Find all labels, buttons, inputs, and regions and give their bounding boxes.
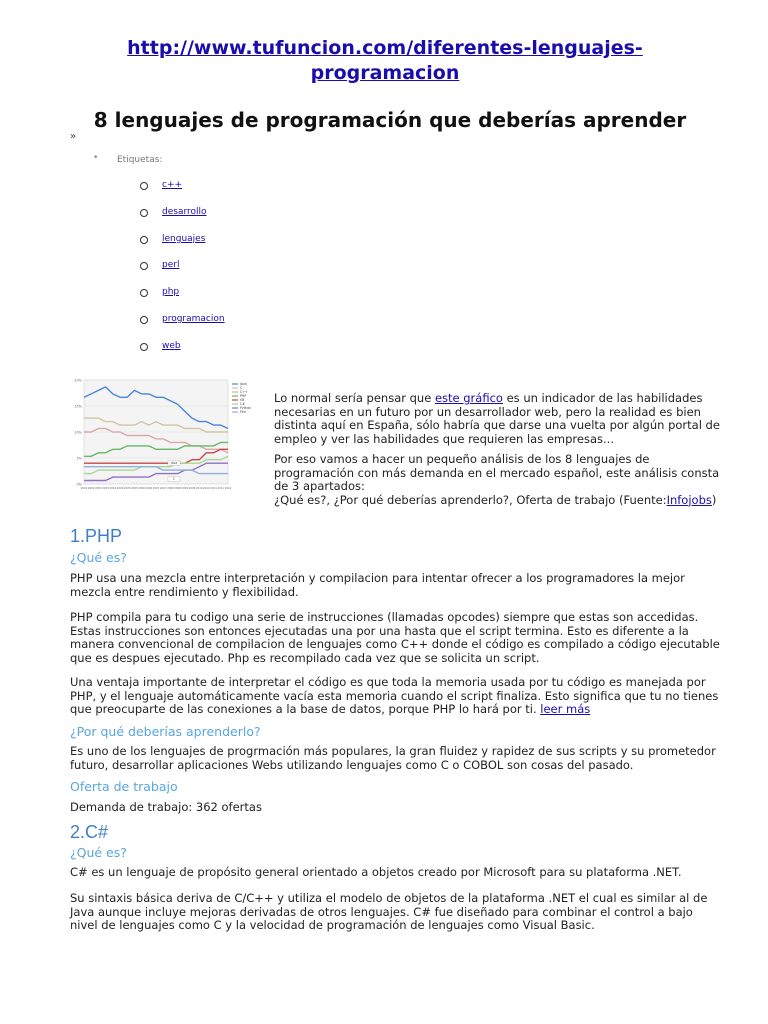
source-url[interactable]: http://www.tufuncion.com/diferentes-lenguajes-programacion	[127, 37, 643, 84]
chart-x-tick-label: 2007	[159, 487, 167, 490]
chart-x-tick-label: 2005	[123, 487, 131, 490]
csharp-what-p2: Su sintaxis básica deriva de C/C++ y utiliza el modelo de objetos de la plataforma .NET el cual es similar al de Java aunque incluye mejoras derivadas de otros lenguajes. C# fue diseñado para combinar el control a bajo nivel de lenguajes como C y la velocidad de programación de lenguajes como Visual Basic.	[70, 891, 708, 932]
chart-legend-label: VB	[240, 398, 245, 403]
intro-p2-text: Por eso vamos a hacer un pequeño análisis de los 8 lenguajes de programación con más demanda en el mercado español, este análisis consta de 3 apartados:	[274, 452, 720, 493]
language-trend-chart	[70, 376, 262, 494]
chart-x-tick-label: 2009	[181, 487, 189, 490]
chart-x-tick-label: 2009	[188, 487, 196, 490]
php-what-p3	[70, 676, 720, 717]
php-what-p1: PHP usa una mezcla entre interpretación y compilacion para intentar ofrecer a los programadores la mejor mezcla entre rendimiento y flexibilidad.	[70, 571, 685, 599]
circle-bullet-icon	[140, 182, 148, 190]
php-jobs-p: Demanda de trabajo: 362 ofertas	[70, 800, 262, 814]
chart-y-tick-label: 20%	[74, 378, 82, 383]
infojobs-link[interactable]: Infojobs	[666, 492, 712, 507]
chart-x-tick-label: 2010	[195, 487, 203, 490]
circle-bullet-icon	[140, 262, 148, 270]
read-more-link[interactable]: leer más	[540, 702, 591, 716]
chart-legend-label: Python	[240, 406, 252, 411]
chart-legend-label: Java	[240, 382, 247, 387]
circle-bullet-icon	[140, 236, 148, 244]
tag-link-lenguajes[interactable]: lenguajes	[162, 233, 206, 244]
chart-legend-label: C++	[240, 390, 248, 395]
php-what-heading: ¿Qué es?	[70, 550, 127, 565]
intro-p1-text-after: es un indicador de las habilidades necesarias en un futuro por un desarrollador web, pero la realidad es bien distinta aquí en España, sólo habría que darse una vuelta por algún portal de empleo y ver las habilidades que requieren las empresas...	[274, 391, 720, 446]
intro-paragraph-2	[274, 453, 724, 507]
chart-link[interactable]: este gráfico	[434, 391, 503, 405]
csharp-what-heading: ¿Qué es?	[70, 845, 127, 860]
tag-link-cpp[interactable]: c++	[162, 180, 183, 190]
chart-annotation-label: C	[172, 477, 176, 481]
circle-bullet-icon	[140, 343, 148, 351]
php-heading: 1.PHP	[70, 526, 123, 546]
csharp-what-p1: C# es un lenguaje de propósito general orientado a objetos creado por Microsoft para su plataforma .NET.	[70, 865, 682, 879]
chart-x-tick-label: 2006	[138, 487, 145, 490]
chart-x-tick-label: 2004	[116, 487, 124, 490]
tag-link-web[interactable]: web	[162, 340, 181, 351]
chart-x-tick-label: 2006	[145, 487, 153, 490]
chart-x-tick-label: 2008	[167, 487, 174, 490]
intro-text	[274, 392, 724, 514]
chart-x-tick-label: 2010	[203, 487, 210, 490]
chart-annotation-label: Java	[170, 461, 178, 465]
circle-bullet-icon	[140, 316, 148, 324]
intro-paragraph-1	[274, 392, 724, 446]
php-jobs-heading: Oferta de trabajo	[70, 779, 178, 794]
source-url-link[interactable]	[60, 36, 710, 86]
chart-legend-label: Perl	[240, 410, 246, 415]
tag-link-php[interactable]: php	[162, 287, 180, 298]
chart-y-tick-label: 0%	[76, 482, 82, 487]
chart-x-tick-label: 2002	[87, 487, 95, 490]
chart-legend-label: C	[240, 386, 243, 391]
chart-x-tick-label: 2007	[152, 487, 160, 490]
php-why-p: Es uno de los lenguajes de progrmación más populares, la gran fluidez y rapidez de sus scripts y su prometedor futuro, desarrollar aplicaciones Webs utilizando lenguajes como C o COBOL son cosas del pasado.	[70, 744, 716, 772]
chart-x-tick-label: 2003	[95, 487, 102, 490]
chart-x-tick-label: 2002	[80, 487, 88, 490]
raquo-marker: »	[70, 131, 77, 142]
tags-label: Etiquetas:	[117, 155, 163, 165]
chart-y-tick-label: 5%	[76, 456, 82, 461]
php-why-heading: ¿Por qué deberías aprenderlo?	[70, 724, 261, 739]
page-title: 8 lenguajes de programación que deberías aprender	[93, 108, 687, 132]
intro-p3-text: ¿Qué es?, ¿Por qué deberías aprenderlo?, Oferta de trabajo (Fuente:	[274, 492, 667, 507]
chart-x-tick-label: 2005	[131, 487, 138, 490]
tag-link-programacion[interactable]: programacion	[162, 313, 225, 324]
bullet-icon: •	[93, 153, 99, 163]
chart-x-tick-label: 2004	[109, 487, 117, 490]
chart-x-tick-label: 2008	[174, 487, 181, 490]
php-what-p2: PHP compila para tu codigo una serie de instrucciones (llamadas opcodes) siempre que estas son accedidas. Estas instrucciones son entonces ejecutadas una por una hasta que el script termina. Esto es diferente a la manera convencional de compilacion de lenguajes como C++ donde el código es compilado a código ejecutable que es despues ejecutado. Php es recompilado cada vez que se solicita un script.	[70, 610, 720, 665]
intro-p1-text: Lo normal sería pensar que	[274, 391, 435, 405]
chart-y-tick-label: 10%	[74, 430, 82, 435]
chart-x-tick-label: 2011	[210, 487, 217, 490]
tag-link-perl[interactable]: perl	[162, 260, 180, 271]
intro-p3-text-after: )	[711, 492, 717, 507]
circle-bullet-icon	[140, 289, 148, 297]
chart-x-tick-label: 2003	[102, 487, 109, 490]
chart-y-tick-label: 15%	[74, 404, 82, 409]
chart-legend-label: PHP	[240, 394, 247, 399]
tag-link-desarrollo[interactable]: desarrollo	[162, 206, 207, 217]
chart-x-tick-label: 2011	[217, 487, 225, 490]
csharp-heading: 2.C#	[70, 822, 109, 842]
chart-legend-label: C#	[240, 402, 245, 407]
chart-x-tick-label: 2012	[224, 487, 232, 490]
circle-bullet-icon	[140, 209, 148, 217]
php-what-p3-text: Una ventaja importante de interpretar el código es que toda la memoria usada por tu código es manejada por PHP, y el lenguaje automáticamente vacía esta memoria cuando el script finaliza. Esto significa que tu no tienes que preocuparte de las conexiones a la base de datos, porque PHP lo hará por ti.	[70, 675, 719, 716]
